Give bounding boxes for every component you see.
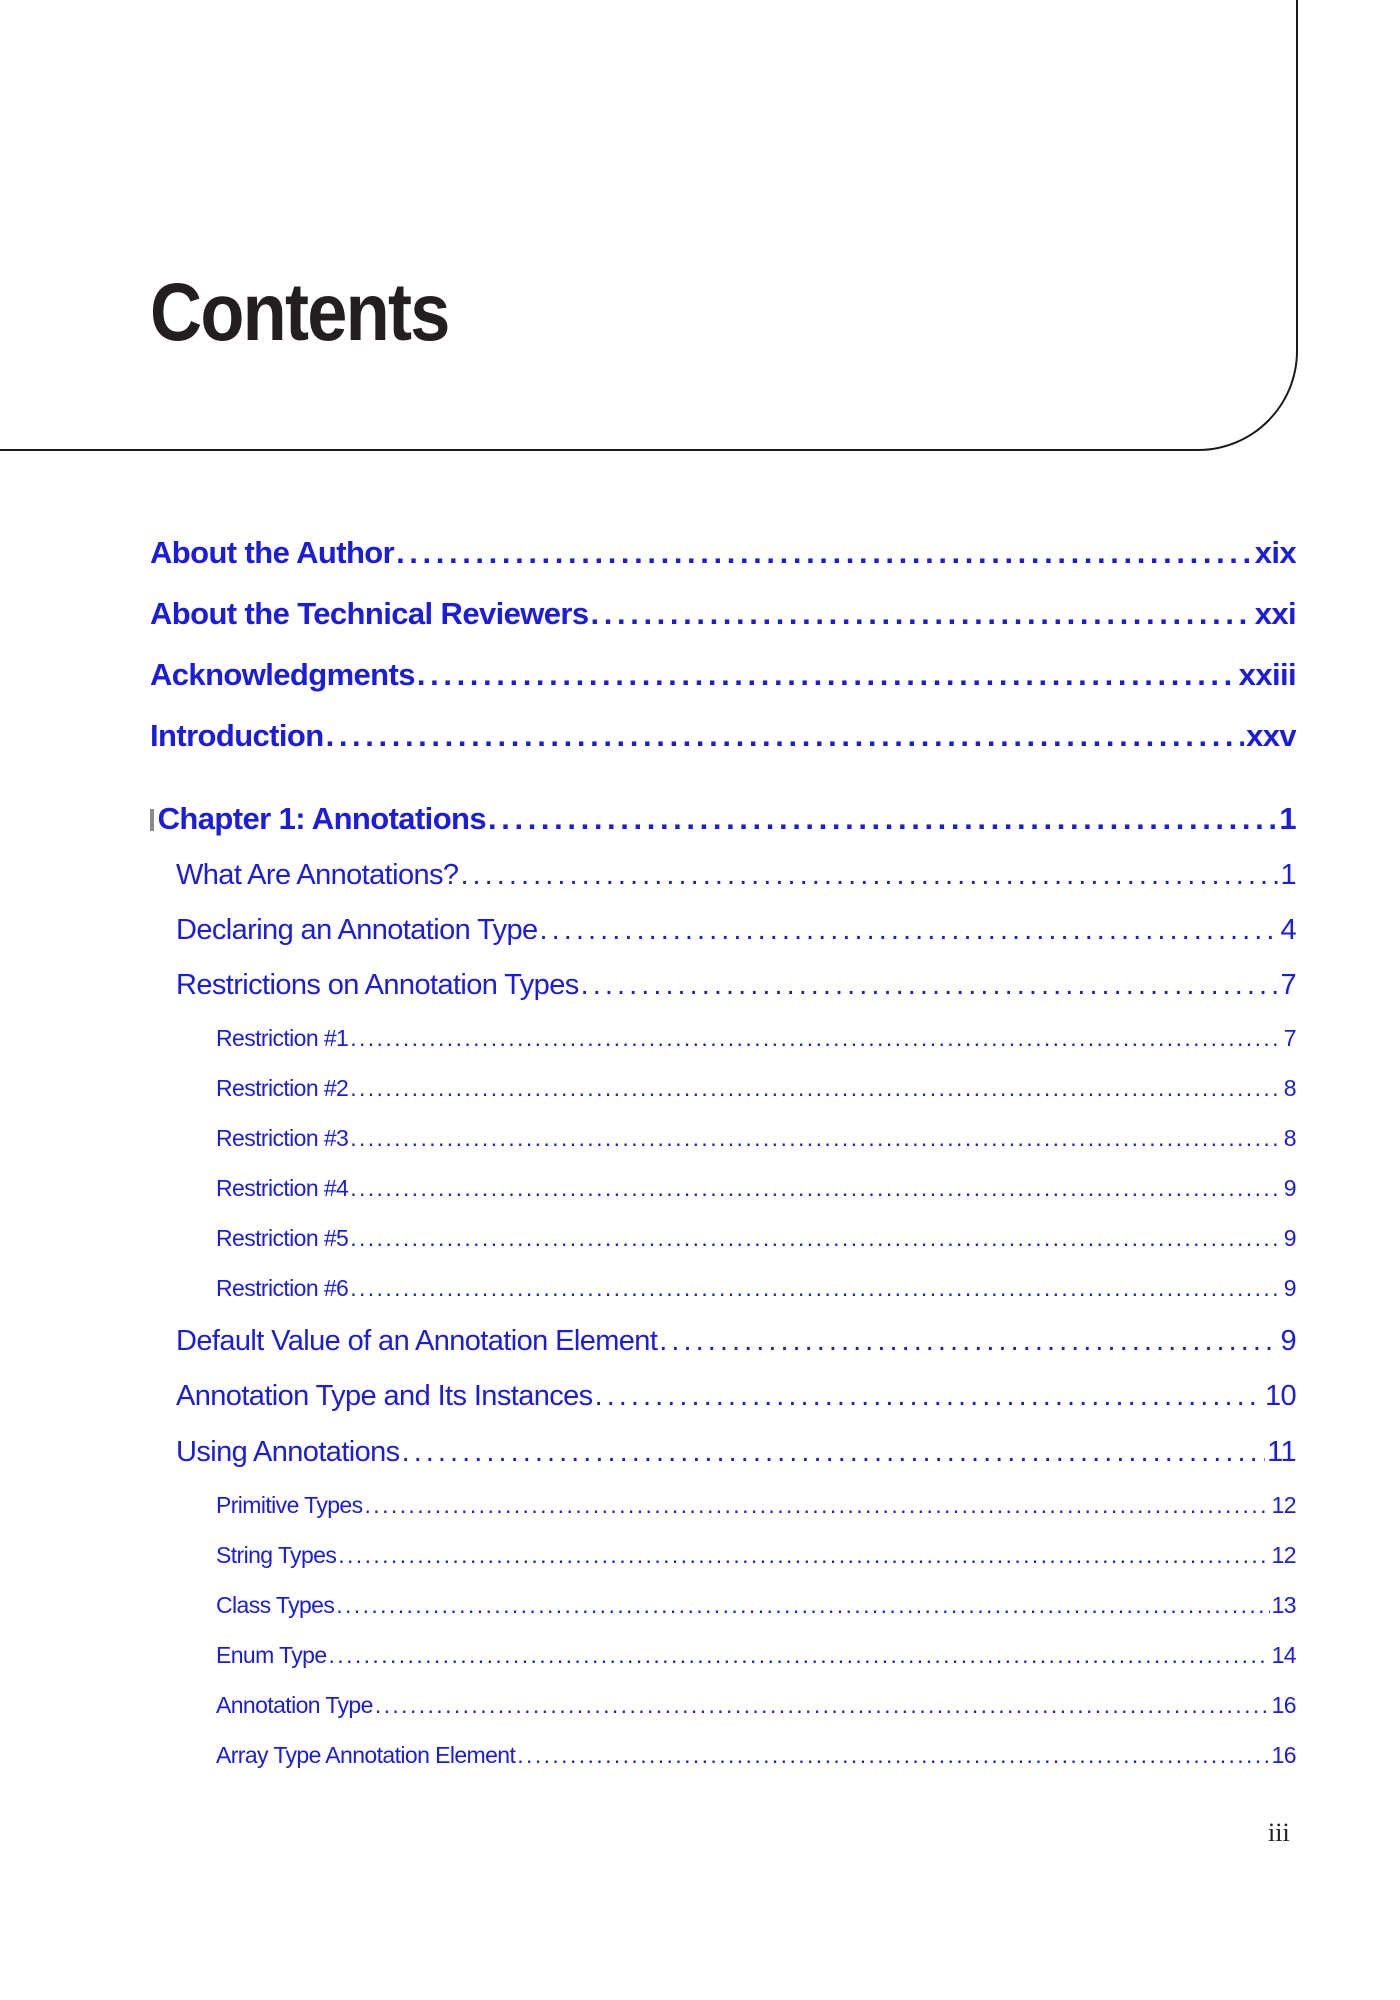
toc-entry-label: About the Author — [150, 535, 395, 570]
dot-leader — [326, 716, 1244, 756]
toc-entry-label: Annotation Type and Its Instances — [176, 1380, 593, 1412]
toc-entry-label: Default Value of an Annotation Element — [176, 1325, 658, 1357]
toc-entry-page: 8 — [1283, 1125, 1296, 1151]
dot-leader — [350, 1272, 1282, 1304]
toc-entry-page: 1 — [1279, 801, 1296, 836]
dot-leader — [402, 1433, 1266, 1471]
dot-leader — [375, 1689, 1270, 1721]
dot-leader — [417, 655, 1237, 695]
toc-entry-page: 16 — [1271, 1692, 1296, 1718]
dot-leader — [350, 1022, 1282, 1054]
toc-entry-page: xxiii — [1238, 657, 1296, 692]
toc-entry-page: xxi — [1254, 596, 1296, 631]
dot-leader — [350, 1172, 1282, 1204]
toc-entry-page: 9 — [1283, 1225, 1296, 1251]
toc-entry-page: 9 — [1283, 1275, 1296, 1301]
toc-entry-label: String Types — [216, 1542, 337, 1568]
toc-entry-page: 7 — [1280, 969, 1296, 1001]
dot-leader — [659, 1322, 1278, 1360]
toc-entry-label: About the Technical Reviewers — [150, 596, 589, 631]
toc-entry-restriction-6[interactable] — [216, 1272, 1296, 1304]
toc-entry-label: Array Type Annotation Element — [216, 1742, 516, 1768]
toc-entry-label: Class Types — [216, 1592, 335, 1618]
toc-entry-label: Restriction #4 — [216, 1175, 349, 1201]
dot-leader — [329, 1639, 1270, 1671]
toc-entry-label: Primitive Types — [216, 1492, 363, 1518]
toc-entry-page: 12 — [1271, 1492, 1296, 1518]
toc-entry-restrictions[interactable] — [176, 966, 1296, 1004]
toc-entry-string-types[interactable] — [216, 1539, 1296, 1571]
toc-entry-label: Restriction #6 — [216, 1275, 349, 1301]
toc-entry-technical-reviewers[interactable] — [150, 594, 1296, 634]
toc-entry-page: xxv — [1246, 718, 1296, 753]
toc-entry-class-types[interactable] — [216, 1589, 1296, 1621]
toc-entry-page: 9 — [1283, 1175, 1296, 1201]
dot-leader — [488, 799, 1277, 839]
gray-square-icon — [150, 809, 154, 831]
toc-entry-enum-type[interactable] — [216, 1639, 1296, 1671]
toc-entry-label: Enum Type — [216, 1642, 327, 1668]
toc-entry-page: 4 — [1280, 914, 1296, 946]
toc-entry-annotation-type[interactable] — [216, 1689, 1296, 1721]
toc-entry-page: 11 — [1267, 1436, 1296, 1468]
toc-entry-restriction-3[interactable] — [216, 1122, 1296, 1154]
dot-leader — [591, 594, 1253, 634]
toc-entry-about-author[interactable] — [150, 533, 1296, 573]
toc-entry-primitive-types[interactable] — [216, 1489, 1296, 1521]
toc-entry-page: 16 — [1271, 1742, 1296, 1768]
dot-leader — [581, 966, 1279, 1004]
page-title: Contents — [150, 267, 449, 358]
toc-entry-restriction-2[interactable] — [216, 1072, 1296, 1104]
toc-entry-page: 12 — [1271, 1542, 1296, 1568]
dot-leader — [540, 911, 1279, 949]
dot-leader — [350, 1222, 1282, 1254]
dot-leader — [350, 1072, 1282, 1104]
toc-entry-page: 7 — [1283, 1025, 1296, 1051]
toc-entry-array-type-element[interactable] — [216, 1739, 1296, 1771]
toc-entry-page: 9 — [1280, 1325, 1296, 1357]
toc-entry-page: 1 — [1280, 859, 1296, 891]
toc-entry-chapter-1[interactable] — [150, 799, 1296, 839]
toc-entry-restriction-1[interactable] — [216, 1022, 1296, 1054]
dot-leader — [336, 1589, 1269, 1621]
toc-entry-page: 8 — [1283, 1075, 1296, 1101]
toc-entry-label: Declaring an Annotation Type — [176, 914, 538, 946]
header-frame — [0, 0, 1298, 451]
dot-leader — [365, 1489, 1270, 1521]
toc-entry-page: 13 — [1271, 1592, 1296, 1618]
toc-entry-restriction-4[interactable] — [216, 1172, 1296, 1204]
toc-entry-page: 10 — [1264, 1380, 1296, 1412]
toc-entry-label: What Are Annotations? — [176, 859, 459, 891]
toc-entry-label: Introduction — [150, 718, 324, 753]
dot-leader — [460, 856, 1278, 894]
toc-entry-label: Restriction #3 — [216, 1125, 349, 1151]
toc-entry-introduction[interactable] — [150, 716, 1296, 756]
toc-entry-using-annotations[interactable] — [176, 1433, 1296, 1471]
toc-entry-declaring-annotation-type[interactable] — [176, 911, 1296, 949]
toc-entry-label: Restrictions on Annotation Types — [176, 969, 579, 1001]
dot-leader — [595, 1377, 1263, 1415]
toc-entry-what-are-annotations[interactable] — [176, 856, 1296, 894]
toc-entry-label: Restriction #5 — [216, 1225, 349, 1251]
page-number: iii — [1268, 1818, 1290, 1847]
toc-entry-page: 14 — [1271, 1642, 1296, 1668]
toc-entry-label: Restriction #1 — [216, 1025, 349, 1051]
toc-entry-label: Restriction #2 — [216, 1075, 349, 1101]
toc-entry-annotation-type-instances[interactable] — [176, 1377, 1296, 1415]
toc-entry-label: Acknowledgments — [150, 657, 415, 692]
dot-leader — [350, 1122, 1282, 1154]
toc-entry-restriction-5[interactable] — [216, 1222, 1296, 1254]
toc-entry-label: Annotation Type — [216, 1692, 373, 1718]
toc-entry-acknowledgments[interactable] — [150, 655, 1296, 695]
toc-entry-label: Using Annotations — [176, 1436, 400, 1468]
dot-leader — [396, 533, 1253, 573]
dot-leader — [338, 1539, 1269, 1571]
dot-leader — [517, 1739, 1269, 1771]
toc-entry-page: xix — [1254, 535, 1296, 570]
toc-entry-default-value[interactable] — [176, 1322, 1296, 1360]
toc-entry-label: Chapter 1: Annotations — [157, 801, 487, 836]
